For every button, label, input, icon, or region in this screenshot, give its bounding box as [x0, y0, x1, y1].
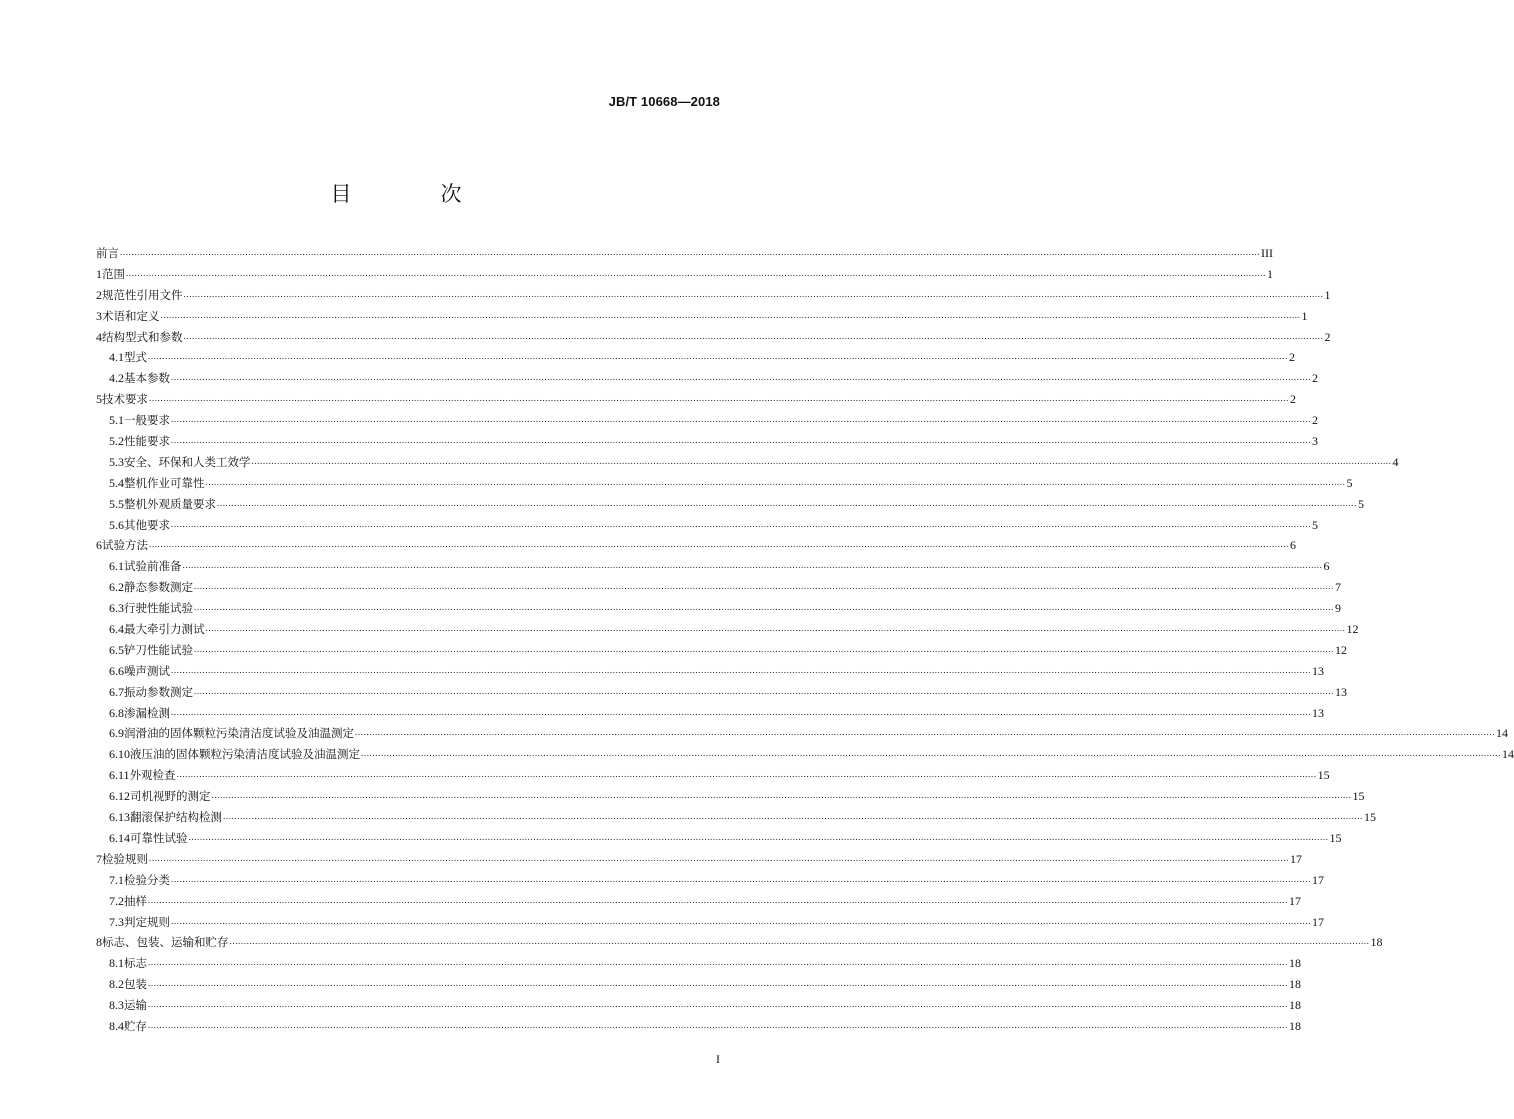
dot-leader: ................................................................................................................................................................................................................................................................................................................................................................................................................: [194, 602, 1334, 613]
toc-entry-title: 试验前准备: [124, 559, 182, 574]
toc-entry[interactable]: [96, 703, 1324, 724]
toc-entry-number: 6.7: [109, 684, 124, 699]
toc-entry-number: 6: [96, 538, 102, 553]
dot-leader: ................................................................................................................................................................................................................................................................................................................................................................................................................: [188, 831, 1329, 842]
toc-entry-number: 5.6: [109, 517, 124, 532]
toc-entry-title: 技术要求: [102, 392, 148, 407]
toc-entry-number: 8.2: [109, 977, 124, 992]
dot-leader: ................................................................................................................................................................................................................................................................................................................................................................................................................: [148, 978, 1288, 989]
toc-entry[interactable]: [96, 556, 1330, 577]
toc-entry-page: III: [1261, 246, 1273, 260]
dot-leader: ................................................................................................................................................................................................................................................................................................................................................................................................................: [183, 330, 1324, 341]
toc-entry-title: 规范性引用文件: [102, 287, 183, 302]
toc-entry[interactable]: [96, 285, 1331, 306]
toc-entry-page: 2: [1312, 371, 1318, 386]
toc-entry-page: 17: [1312, 914, 1324, 929]
dot-leader: ................................................................................................................................................................................................................................................................................................................................................................................................................: [148, 894, 1288, 905]
dot-leader: ................................................................................................................................................................................................................................................................................................................................................................................................................: [148, 1019, 1288, 1030]
toc-entry-page: 2: [1324, 329, 1331, 344]
dot-leader: ................................................................................................................................................................................................................................................................................................................................................................................................................: [194, 643, 1334, 654]
toc-entry-title: 振动参数测定: [124, 684, 193, 699]
toc-entry[interactable]: [96, 306, 1308, 327]
toc-entry-title: 抽样: [124, 893, 147, 908]
toc-entry[interactable]: [96, 765, 1330, 786]
toc-entry-page: 14: [1496, 726, 1508, 741]
dot-leader: ................................................................................................................................................................................................................................................................................................................................................................................................................: [171, 518, 1311, 529]
toc-entry-title: 检验规则: [102, 851, 148, 866]
toc-entry-number: 5.2: [109, 434, 124, 449]
toc-entry-page: 15: [1364, 810, 1376, 825]
toc-entry[interactable]: [96, 828, 1342, 849]
toc-entry-number: 6.2: [109, 580, 124, 595]
dot-leader: ................................................................................................................................................................................................................................................................................................................................................................................................................: [149, 393, 1289, 404]
toc-entry[interactable]: [96, 912, 1324, 933]
dot-leader: ................................................................................................................................................................................................................................................................................................................................................................................................................: [148, 999, 1288, 1010]
dot-leader: ................................................................................................................................................................................................................................................................................................................................................................................................................: [176, 769, 1317, 780]
toc-entry-number: 6.8: [109, 705, 124, 720]
toc-entry-title: 基本参数: [124, 371, 170, 386]
toc-entry-title: 安全、环保和人类工效学: [124, 454, 251, 469]
toc-entry-page: 9: [1335, 601, 1341, 616]
toc-entry[interactable]: [96, 431, 1318, 452]
toc-entry[interactable]: [96, 368, 1318, 389]
toc-entry-page: 4: [1392, 454, 1399, 469]
toc-entry-title: 静态参数测定: [124, 580, 193, 595]
toc-entry[interactable]: [96, 347, 1295, 368]
dot-leader: ................................................................................................................................................................................................................................................................................................................................................................................................................: [120, 247, 1260, 257]
toc-entry[interactable]: [96, 870, 1324, 891]
toc-entry-page: 1: [1267, 266, 1273, 281]
toc-entry-page: 14: [1502, 747, 1514, 762]
dot-leader: ................................................................................................................................................................................................................................................................................................................................................................................................................: [149, 852, 1289, 863]
toc-entry-number: 5: [96, 392, 102, 407]
toc-entry-number: 6.1: [109, 559, 124, 574]
toc-entry[interactable]: [96, 744, 1514, 765]
toc-entry[interactable]: [96, 389, 1296, 410]
toc-entry-page: 17: [1290, 851, 1302, 866]
toc-entry[interactable]: [96, 494, 1364, 515]
toc-entry-page: 5: [1346, 475, 1353, 490]
toc-entry-number: 6.12: [109, 789, 130, 804]
toc-entry-title: 最大牵引力测试: [124, 622, 205, 637]
toc-entry[interactable]: [96, 452, 1399, 473]
dot-leader: ................................................................................................................................................................................................................................................................................................................................................................................................................: [149, 539, 1289, 550]
toc-entry-page: 17: [1312, 872, 1324, 887]
dot-leader: ................................................................................................................................................................................................................................................................................................................................................................................................................: [229, 936, 1370, 947]
toc-entry-title: 铲刀性能试验: [124, 642, 193, 657]
dot-leader: ................................................................................................................................................................................................................................................................................................................................................................................................................: [171, 915, 1311, 926]
toc-entry[interactable]: [96, 953, 1301, 974]
toc-entry[interactable]: [96, 723, 1508, 744]
toc-entry-title: 行驶性能试验: [124, 601, 193, 616]
toc-entry-title: 性能要求: [124, 434, 170, 449]
toc-entry-number: 8.1: [109, 956, 124, 971]
dot-leader: ................................................................................................................................................................................................................................................................................................................................................................................................................: [182, 560, 1323, 571]
toc-entry-number: 8.3: [109, 998, 124, 1013]
toc-entry-title: 判定规则: [124, 914, 170, 929]
dot-leader: ................................................................................................................................................................................................................................................................................................................................................................................................................: [211, 790, 1352, 801]
toc-entry-page: 5: [1358, 496, 1364, 511]
toc-entry-page: 1: [1324, 287, 1331, 302]
toc-entry[interactable]: [96, 682, 1347, 703]
toc-entry-page: 6: [1323, 559, 1330, 574]
toc-entry[interactable]: [96, 995, 1301, 1016]
toc-entry-title: 司机视野的测定: [130, 789, 211, 804]
toc-entry[interactable]: [96, 661, 1324, 682]
toc-entry-page: 13: [1312, 705, 1324, 720]
toc-entry[interactable]: [96, 535, 1296, 556]
dot-leader: ................................................................................................................................................................................................................................................................................................................................................................................................................: [223, 811, 1363, 822]
toc-entry-page: 15: [1317, 768, 1330, 783]
toc-entry-title: 前言: [96, 246, 119, 260]
toc-entry-number: 6.3: [109, 601, 124, 616]
toc-entry-page: 12: [1346, 622, 1359, 637]
toc-entry[interactable]: [96, 891, 1301, 912]
toc-entry-title: 包装: [124, 977, 147, 992]
toc-entry-page: 3: [1312, 434, 1318, 449]
dot-leader: ................................................................................................................................................................................................................................................................................................................................................................................................................: [361, 748, 1501, 759]
toc-entry-title: 型式: [124, 350, 147, 365]
toc-entry-page: 7: [1335, 580, 1341, 595]
dot-leader: ................................................................................................................................................................................................................................................................................................................................................................................................................: [205, 623, 1346, 634]
page-number: I: [716, 1052, 720, 1066]
toc-entry-number: 5.3: [109, 454, 124, 469]
toc-entry-number: 4.2: [109, 371, 124, 386]
toc-entry[interactable]: [96, 410, 1318, 431]
toc-entry-number: 4.1: [109, 350, 124, 365]
toc-entry-title: 翻滚保护结构检测: [130, 810, 222, 825]
toc-entry[interactable]: [96, 264, 1273, 285]
toc-entry-page: 18: [1289, 977, 1301, 992]
toc-entry[interactable]: [96, 1016, 1301, 1037]
dot-leader: ................................................................................................................................................................................................................................................................................................................................................................................................................: [171, 372, 1311, 383]
toc-entry-number: 5.4: [109, 475, 124, 490]
toc-entry[interactable]: [96, 243, 1273, 264]
toc-entry-number: 2: [96, 287, 102, 302]
toc-entry-page: 1: [1301, 308, 1308, 323]
toc-entry[interactable]: [96, 849, 1302, 870]
dot-leader: ................................................................................................................................................................................................................................................................................................................................................................................................................: [194, 685, 1334, 696]
toc-entry-page: 18: [1289, 998, 1301, 1013]
toc-entry-title: 渗漏检测: [124, 705, 170, 720]
toc-entry-title: 标志: [124, 956, 147, 971]
toc-entry-title: 检验分类: [124, 872, 170, 887]
toc-entry-title: 贮存: [124, 1018, 147, 1033]
toc-entry-number: 6.13: [109, 810, 130, 825]
toc-entry-page: 13: [1312, 663, 1324, 678]
dot-leader: ................................................................................................................................................................................................................................................................................................................................................................................................................: [171, 414, 1311, 425]
toc-entry-title: 可靠性试验: [130, 830, 188, 845]
toc-entry-page: 18: [1289, 1018, 1301, 1033]
toc-entry[interactable]: [96, 786, 1365, 807]
toc-entry-number: 6.10: [109, 747, 130, 762]
table-of-contents: [96, 243, 1514, 1037]
toc-entry[interactable]: [96, 473, 1353, 494]
toc-entry[interactable]: [96, 515, 1318, 536]
toc-entry-number: 6.14: [109, 830, 130, 845]
toc-entry-page: 18: [1370, 935, 1383, 950]
toc-entry-title: 液压油的固体颗粒污染清洁度试验及油温测定: [130, 747, 360, 762]
dot-leader: ................................................................................................................................................................................................................................................................................................................................................................................................................: [171, 706, 1311, 717]
toc-entry-number: 6.9: [109, 726, 124, 741]
toc-entry-number: 5.5: [109, 496, 124, 511]
toc-entry-number: 1: [96, 266, 102, 281]
toc-entry-title: 试验方法: [102, 538, 148, 553]
toc-entry-page: 15: [1352, 789, 1365, 804]
toc-entry-page: 2: [1290, 392, 1296, 407]
toc-entry-title: 范围: [102, 266, 125, 281]
toc-entry-number: 7.3: [109, 914, 124, 929]
toc-entry-page: 2: [1289, 350, 1295, 365]
standard-code: JB/T 10668—2018: [608, 94, 720, 109]
toc-entry-title: 标志、包装、运输和贮存: [102, 935, 229, 950]
toc-entry-page: 13: [1335, 684, 1347, 699]
toc-entry-page: 5: [1312, 517, 1318, 532]
toc-entry[interactable]: [96, 807, 1376, 828]
toc-entry-title: 运输: [124, 998, 147, 1013]
dot-leader: ................................................................................................................................................................................................................................................................................................................................................................................................................: [171, 664, 1311, 675]
toc-entry-title: 一般要求: [124, 413, 170, 428]
dot-leader: ................................................................................................................................................................................................................................................................................................................................................................................................................: [148, 351, 1288, 362]
dot-leader: ................................................................................................................................................................................................................................................................................................................................................................................................................: [217, 497, 1357, 508]
dot-leader: ................................................................................................................................................................................................................................................................................................................................................................................................................: [251, 455, 1392, 466]
toc-entry[interactable]: [96, 932, 1383, 953]
toc-entry-number: 7.2: [109, 893, 124, 908]
toc-entry-number: 4: [96, 329, 102, 344]
toc-entry-number: 6.5: [109, 642, 124, 657]
toc-entry-page: 17: [1289, 893, 1301, 908]
toc-entry-page: 15: [1329, 830, 1342, 845]
dot-leader: ................................................................................................................................................................................................................................................................................................................................................................................................................: [126, 267, 1266, 278]
toc-entry-page: 18: [1289, 956, 1301, 971]
toc-entry-title: 整机作业可靠性: [124, 475, 205, 490]
dot-leader: ................................................................................................................................................................................................................................................................................................................................................................................................................: [194, 581, 1334, 592]
toc-entry-title: 结构型式和参数: [102, 329, 183, 344]
toc-entry-title: 外观检查: [129, 768, 176, 783]
toc-entry-number: 8.4: [109, 1018, 124, 1033]
toc-entry[interactable]: [96, 577, 1341, 598]
toc-entry[interactable]: [96, 598, 1341, 619]
dot-leader: ................................................................................................................................................................................................................................................................................................................................................................................................................: [355, 727, 1495, 738]
toc-entry-number: 5.1: [109, 413, 124, 428]
toc-entry-number: 7: [96, 851, 102, 866]
toc-entry-title: 润滑油的固体颗粒污染清洁度试验及油温测定: [124, 726, 354, 741]
toc-entry-number: 6.6: [109, 663, 124, 678]
toc-entry-title: 其他要求: [124, 517, 170, 532]
toc-entry-number: 6.4: [109, 622, 124, 637]
dot-leader: ................................................................................................................................................................................................................................................................................................................................................................................................................: [183, 288, 1324, 299]
dot-leader: ................................................................................................................................................................................................................................................................................................................................................................................................................: [205, 476, 1346, 487]
toc-entry-title: 术语和定义: [102, 308, 160, 323]
dot-leader: ................................................................................................................................................................................................................................................................................................................................................................................................................: [171, 435, 1311, 446]
toc-entry-page: 2: [1312, 413, 1318, 428]
toc-entry-title: 噪声测试: [124, 663, 170, 678]
dot-leader: ................................................................................................................................................................................................................................................................................................................................................................................................................: [160, 309, 1301, 320]
toc-entry-number: 3: [96, 308, 102, 323]
dot-leader: ................................................................................................................................................................................................................................................................................................................................................................................................................: [148, 957, 1288, 968]
toc-entry-number: 7.1: [109, 872, 124, 887]
toc-entry-page: 12: [1335, 642, 1347, 657]
toc-entry-page: 6: [1290, 538, 1296, 553]
toc-entry[interactable]: [96, 974, 1301, 995]
toc-entry-title: 整机外观质量要求: [124, 496, 216, 511]
toc-entry[interactable]: [96, 640, 1347, 661]
page-title: 目 次: [330, 182, 496, 206]
toc-entry[interactable]: [96, 619, 1359, 640]
toc-entry-number: 6.11: [109, 768, 130, 783]
dot-leader: ................................................................................................................................................................................................................................................................................................................................................................................................................: [171, 873, 1311, 884]
toc-entry[interactable]: [96, 327, 1331, 348]
toc-entry-number: 8: [96, 935, 102, 950]
